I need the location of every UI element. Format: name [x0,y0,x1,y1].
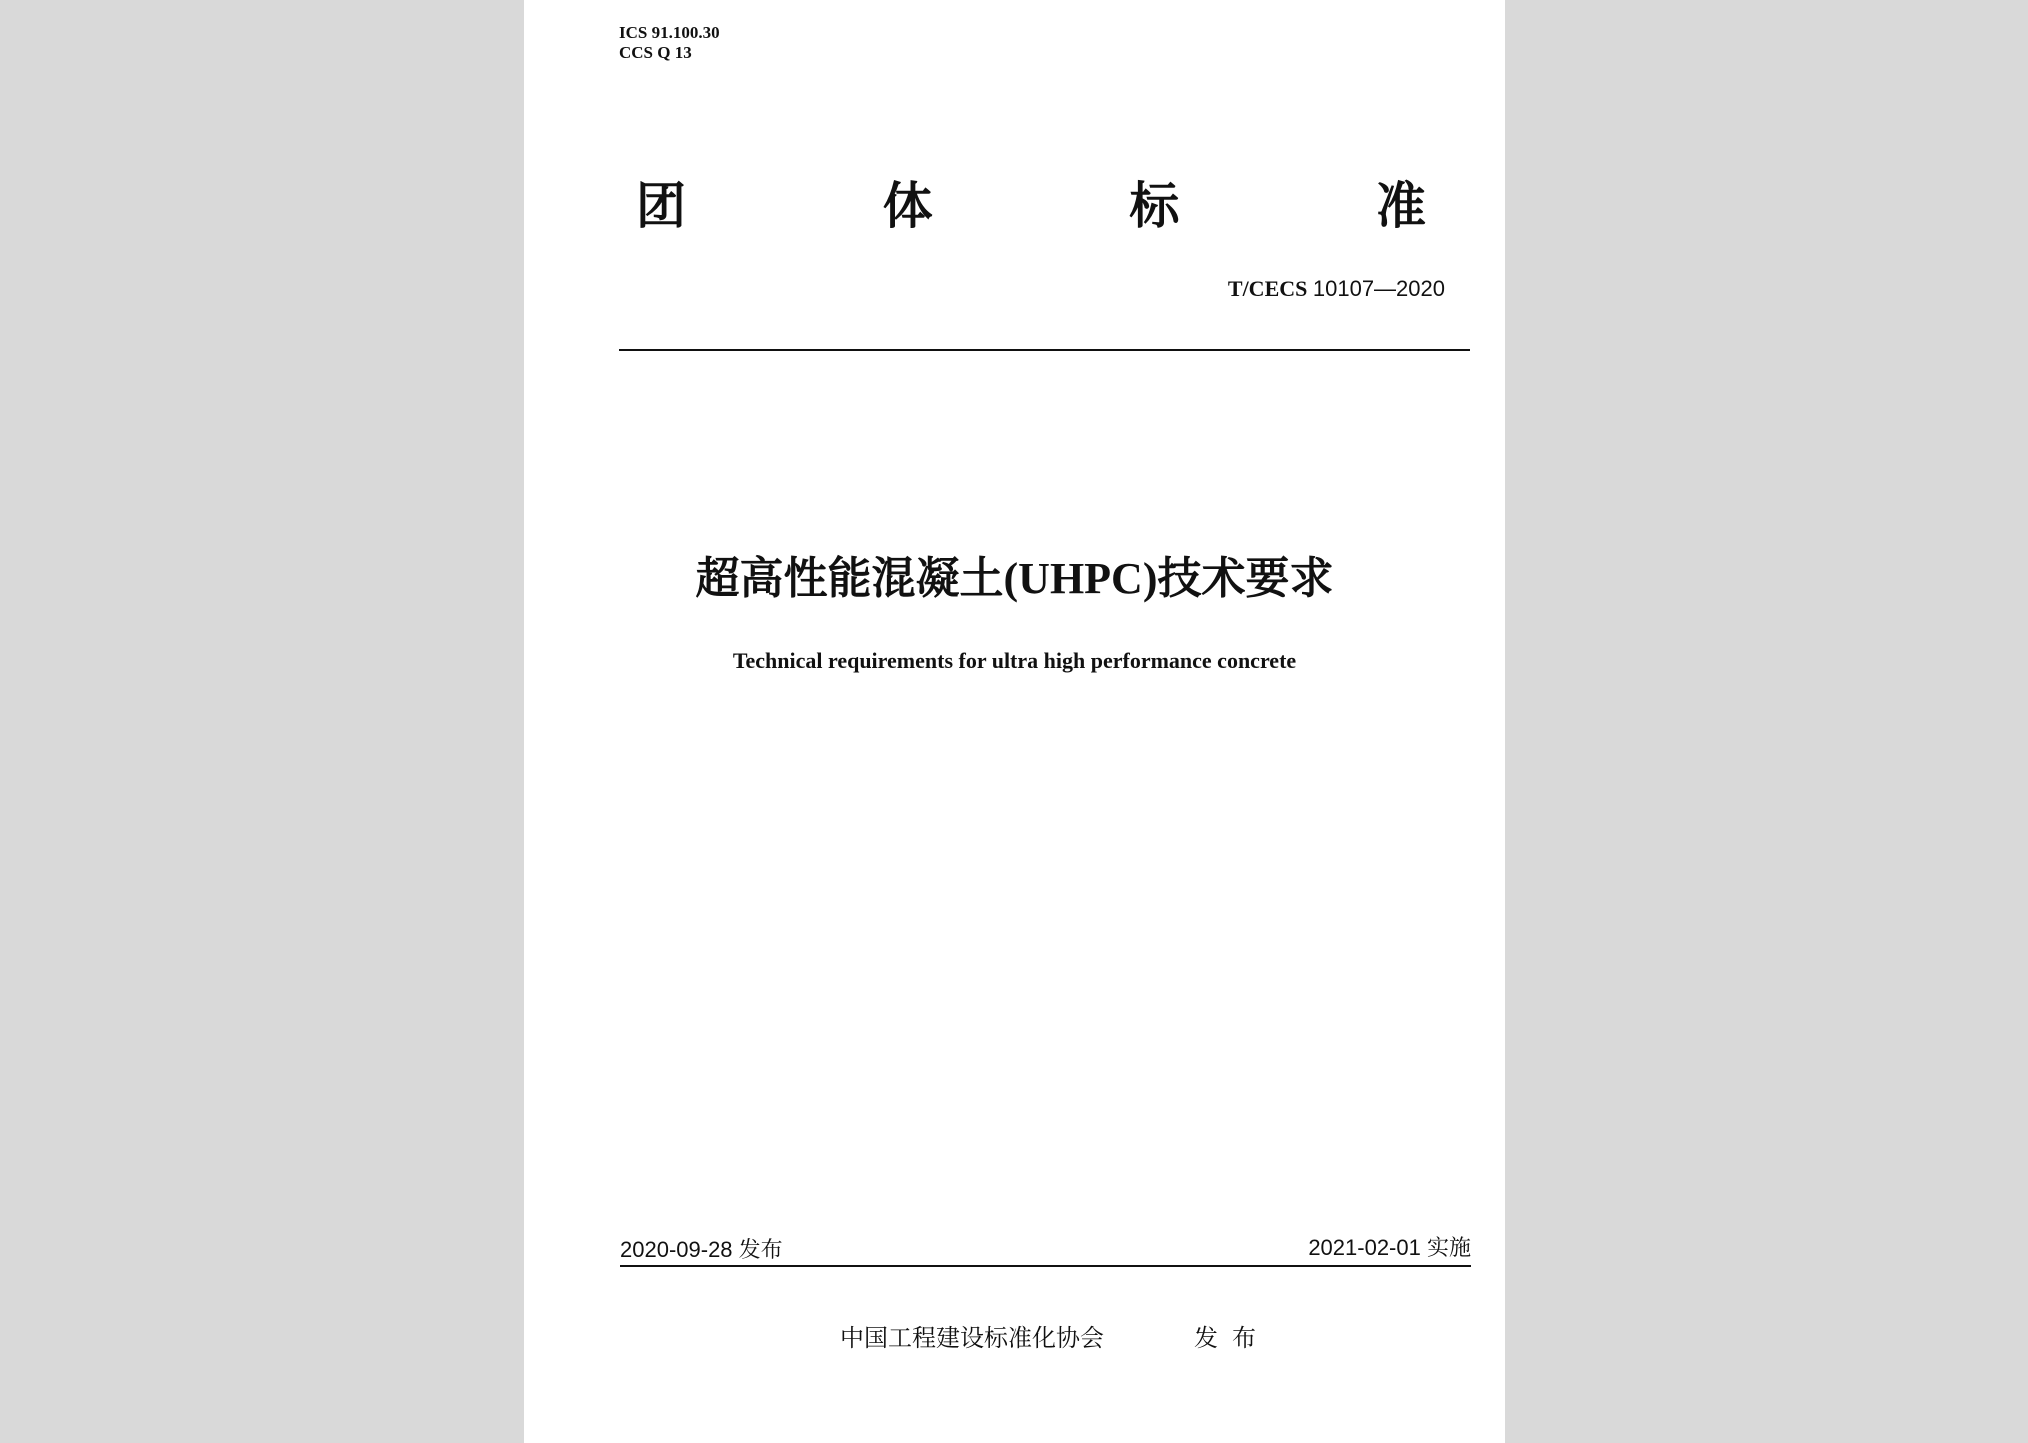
effective-date: 2021-02-01 [1308,1235,1421,1260]
ics-code: ICS 91.100.30 [619,23,720,42]
classification-codes [619,23,720,63]
standard-number-value: 10107—2020 [1312,276,1445,301]
category-char-4: 准 [1375,177,1426,235]
document-page [524,0,1505,1443]
issue-date: 2020-09-28 [620,1237,733,1262]
ccs-code: CCS Q 13 [619,43,692,62]
publisher-name: 中国工程建设标准化协会 [840,1324,1104,1352]
bottom-divider [620,1265,1471,1267]
title-cn-part1: 超高性能混凝土 [695,553,1004,604]
issue-label: 发布 [738,1238,783,1263]
publish-label: 发布 [1194,1324,1270,1352]
effective-label: 实施 [1426,1236,1471,1261]
standard-category-heading [636,176,1426,236]
title-cn-latin: (UHPC) [1003,554,1158,603]
standard-number-prefix: T/CECS [1227,276,1308,301]
standard-number [1228,276,1445,302]
category-char-2: 体 [882,177,933,235]
title-chinese [524,549,1505,609]
title-english: Technical requirements for ultra high performance concrete [732,648,1297,673]
title-cn-part2: 技术要求 [1157,553,1334,604]
category-char-3: 标 [1129,177,1180,235]
issue-date-line [620,1233,783,1264]
effective-date-line [1308,1231,1471,1262]
top-divider [619,349,1470,351]
category-char-1: 团 [636,177,686,235]
